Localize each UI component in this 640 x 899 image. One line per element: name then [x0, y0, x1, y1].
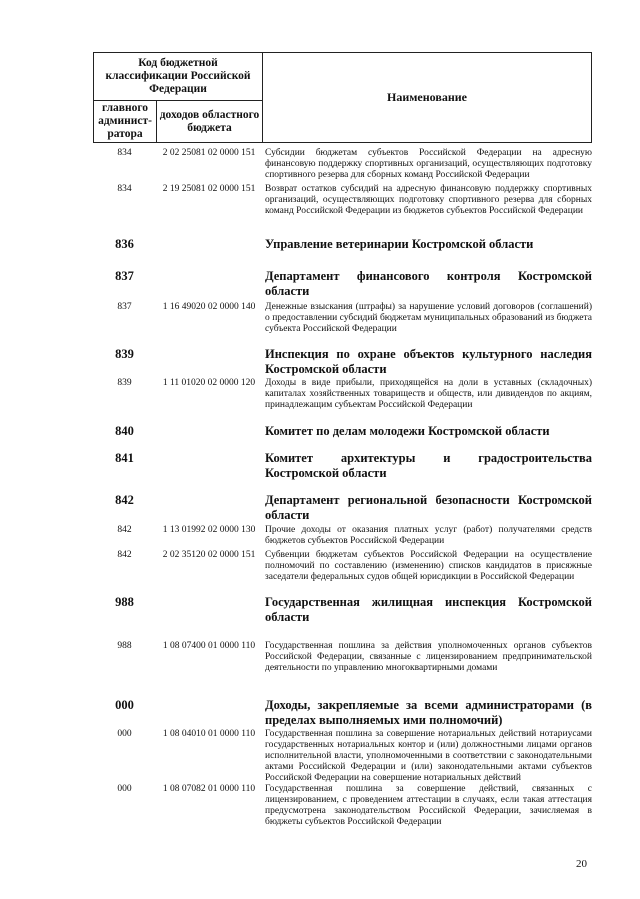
admin-code: 836 — [115, 237, 134, 251]
row-name: Департамент региональной безопасности Костромской области — [265, 493, 592, 522]
row-name: Государственная пошлина за совершение действий, связанных с лицензированием, с проведением аттестации в случаях, если такая аттестация предусмотрена законодательством Российской Федерации, зачисляемая в бюджеты субъектов Российской Федерации — [265, 784, 592, 827]
income-code: 2 02 35120 02 0000 151 — [162, 550, 256, 560]
admin-code: 842 — [117, 550, 132, 560]
row-name: Управление ветеринарии Костромской области — [265, 237, 534, 251]
row-name: Субвенции бюджетам субъектов Российской Федерации на осуществление полномочий по составлению (изменению) списков кандидатов в присяжные заседатели федеральных судов общей юрисдикции в Российской Федерации — [265, 550, 592, 582]
row-name: Комитет архитектуры и градостроительства Костромской области — [265, 451, 592, 480]
income-code: 1 08 07082 01 0000 110 — [162, 784, 256, 794]
income-code: 2 02 25081 02 0000 151 — [162, 148, 256, 158]
row-name: Государственная жилищная инспекция Костромской области — [265, 595, 592, 624]
page-number: 20 — [576, 858, 587, 870]
table-row-section — [93, 493, 592, 523]
table-row — [93, 550, 592, 583]
table-row — [93, 378, 592, 411]
row-name: Департамент финансового контроля Костромской области — [265, 269, 592, 298]
table-row-section — [93, 269, 592, 299]
table-row — [93, 184, 592, 217]
header-code-group: Код бюджетной классификации Российской Федерации — [94, 53, 263, 101]
table-row-section — [93, 424, 592, 439]
table-row — [93, 729, 592, 784]
table-row-section — [93, 451, 592, 481]
row-name: Прочие доходы от оказания платных услуг (работ) получателями средств бюджетов субъектов Российской Федерации — [265, 525, 592, 546]
row-name: Комитет по делам молодежи Костромской области — [265, 424, 550, 438]
admin-code: 839 — [115, 347, 134, 361]
table-row — [93, 525, 592, 547]
admin-code: 841 — [115, 451, 134, 465]
income-code: 1 13 01992 02 0000 130 — [162, 525, 256, 535]
row-name: Государственная пошлина за совершение нотариальных действий нотариусами государственных нотариальных контор и (или) должностными лицами органов исполнительной власти, уполномоченными в соответствии с законодательными актами Российской Федерации и (или) законодательными актами субъектов Российской Федерации на совершение нотариальных действий — [265, 729, 592, 783]
table-row — [93, 302, 592, 335]
admin-code: 842 — [117, 525, 132, 535]
admin-code: 842 — [115, 493, 134, 507]
table-row — [93, 641, 592, 674]
table-body — [93, 148, 592, 828]
admin-code: 840 — [115, 424, 134, 438]
admin-code: 834 — [117, 148, 132, 158]
row-name: Доходы в виде прибыли, приходящейся на доли в уставных (складочных) капиталах хозяйственных товариществ и обществ, или дивидендов по акциям, принадлежащим субъектам Российской Федерации — [265, 378, 592, 410]
table-row-section — [93, 698, 592, 728]
row-name: Денежные взыскания (штрафы) за нарушение условий договоров (соглашений) о предоставлении субсидий бюджетам муниципальных образований из бюджета субъекта Российской Федерации — [265, 302, 592, 334]
table-row — [93, 148, 592, 181]
row-name: Инспекция по охране объектов культурного наследия Костромской области — [265, 347, 592, 376]
header-admin: главного админист-ратора — [94, 101, 157, 143]
admin-code: 000 — [115, 698, 134, 712]
admin-code: 988 — [117, 641, 132, 651]
admin-code: 837 — [117, 302, 132, 312]
income-code: 1 08 04010 01 0000 110 — [162, 729, 256, 739]
row-name: Доходы, закрепляемые за всеми администраторами (в пределах выполняемых ими полномочий) — [265, 698, 592, 727]
income-code: 2 19 25081 02 0000 151 — [162, 184, 256, 194]
admin-code: 837 — [115, 269, 134, 283]
income-code: 1 08 07400 01 0000 110 — [162, 641, 256, 651]
table-header — [93, 52, 592, 143]
row-name: Субсидии бюджетам субъектов Российской Федерации на адресную финансовую поддержку спортивных организаций, осуществляющих подготовку спортивного резерва для сборных команд Российской Федерации — [265, 148, 592, 180]
admin-code: 988 — [115, 595, 134, 609]
admin-code: 839 — [117, 378, 132, 388]
header-income: доходов областного бюджета — [157, 101, 263, 143]
row-name: Государственная пошлина за действия уполномоченных органов субъектов Российской Федерации, связанные с лицензированием предпринимательской деятельности по управлению многоквартирными домами — [265, 641, 592, 673]
header-name: Наименование — [263, 53, 592, 143]
admin-code: 834 — [117, 184, 132, 194]
table-row-section — [93, 347, 592, 377]
income-code: 1 16 49020 02 0000 140 — [162, 302, 256, 312]
admin-code: 000 — [117, 784, 132, 794]
table-row — [93, 784, 592, 828]
admin-code: 000 — [117, 729, 132, 739]
table-row-section — [93, 237, 592, 252]
table-row-section — [93, 595, 592, 625]
row-name: Возврат остатков субсидий на адресную финансовую поддержку спортивных организаций, осуществляющих подготовку спортивного резерва для сборных команд Российской Федерации из бюджетов субъектов Российской Федерации — [265, 184, 592, 216]
income-code: 1 11 01020 02 0000 120 — [162, 378, 256, 388]
